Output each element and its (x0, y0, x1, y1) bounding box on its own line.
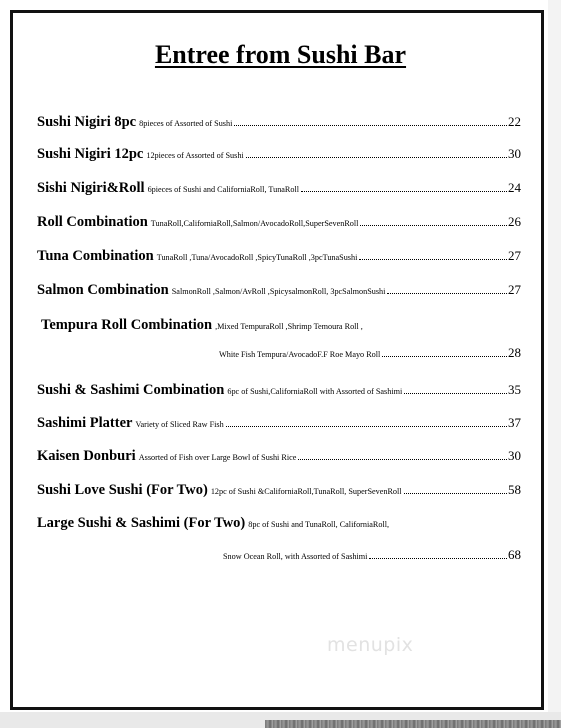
dot-leader (404, 493, 507, 494)
menu-item (37, 146, 521, 163)
item-name: Sushi Love Sushi (For Two) (37, 482, 208, 498)
item-name: Large Sushi & Sashimi (For Two) (37, 515, 246, 531)
dot-leader (404, 393, 507, 394)
item-name: Tuna Combination (37, 248, 154, 264)
item-price: 26 (508, 214, 521, 229)
dot-leader (369, 558, 507, 559)
item-description: 8pc of Sushi and TunaRoll, CaliforniaRoll, (248, 520, 390, 529)
item-description-continued: White Fish Tempura/AvocadoF.F Roe Mayo Roll (219, 350, 381, 359)
menu-item (37, 482, 521, 499)
item-name: Sushi Nigiri 12pc (37, 146, 144, 162)
item-description: 8pieces of Assorted of Sushi (139, 119, 233, 128)
menu-item (37, 515, 521, 532)
item-description: 12pieces of Assorted of Sushi (146, 151, 244, 160)
dot-leader (360, 225, 507, 226)
dot-leader (359, 259, 507, 260)
item-price: 58 (508, 482, 521, 497)
dot-leader (246, 157, 507, 158)
menu-item (41, 317, 521, 334)
item-price: 30 (508, 448, 521, 463)
menu-item (37, 282, 521, 299)
item-price: 35 (508, 382, 521, 397)
item-name: Kaisen Donburi (37, 448, 136, 464)
item-name: Sushi & Sashimi Combination (37, 382, 225, 398)
item-price: 27 (508, 282, 521, 297)
item-description: TunaRoll,CaliforniaRoll,Salmon/AvocadoRoll,SuperSevenRoll (150, 219, 359, 228)
item-description: Assorted of Fish over Large Bowl of Sushi Rice (138, 453, 297, 462)
item-description: SalmonRoll ,Salmon/AvRoll ,SpicysalmonRoll, 3pcSalmonSushi (171, 287, 386, 296)
dot-leader (298, 459, 507, 460)
item-name: Sashimi Platter (37, 415, 133, 431)
menu-item (37, 114, 521, 131)
menupix-watermark: menupix (327, 634, 414, 656)
item-description: ,Mixed TempuraRoll ,Shrimp Temoura Roll , (215, 322, 363, 331)
item-description: Variety of Sliced Raw Fish (135, 420, 224, 429)
dot-leader (234, 125, 507, 126)
page-edge-shadow (548, 0, 561, 728)
menu-item (37, 448, 521, 465)
dot-leader (387, 293, 507, 294)
menu-item-continuation (219, 345, 521, 361)
item-price: 27 (508, 248, 521, 263)
item-name: Salmon Combination (37, 282, 169, 298)
menu-title: Entree from Sushi Bar (154, 40, 407, 69)
item-price: 30 (508, 146, 521, 161)
item-name: Tempura Roll Combination (41, 317, 213, 333)
item-name: Sishi Nigiri&Roll (37, 180, 145, 196)
menu-item (37, 180, 521, 197)
item-price: 24 (508, 180, 521, 195)
dot-leader (382, 356, 507, 357)
item-name: Sushi Nigiri 8pc (37, 114, 137, 130)
menu-item (37, 214, 521, 231)
item-description: TunaRoll ,Tuna/AvocadoRoll ,SpicyTunaRoll ,3pcTunaSushi (156, 253, 358, 262)
menu-item-continuation (223, 547, 521, 563)
item-name: Roll Combination (37, 214, 148, 230)
dot-leader (301, 191, 507, 192)
item-description: 6pieces of Sushi and CaliforniaRoll, TunaRoll (147, 185, 300, 194)
scan-bottom-strip (0, 712, 561, 728)
item-price: 68 (508, 547, 521, 562)
menu-item (37, 248, 521, 265)
item-price: 37 (508, 415, 521, 430)
item-price: 28 (508, 345, 521, 360)
menu-item (37, 382, 521, 399)
dot-leader (226, 426, 507, 427)
menu-item (37, 415, 521, 432)
scan-grain (265, 720, 561, 728)
item-price: 22 (508, 114, 521, 129)
item-description-continued: Snow Ocean Roll, with Assorted of Sashimi (223, 552, 368, 561)
item-description: 6pc of Sushi,CaliforniaRoll with Assorted of Sashimi (227, 387, 403, 396)
item-description: 12pc of Sushi &CaliforniaRoll,TunaRoll, SuperSevenRoll (210, 487, 402, 496)
